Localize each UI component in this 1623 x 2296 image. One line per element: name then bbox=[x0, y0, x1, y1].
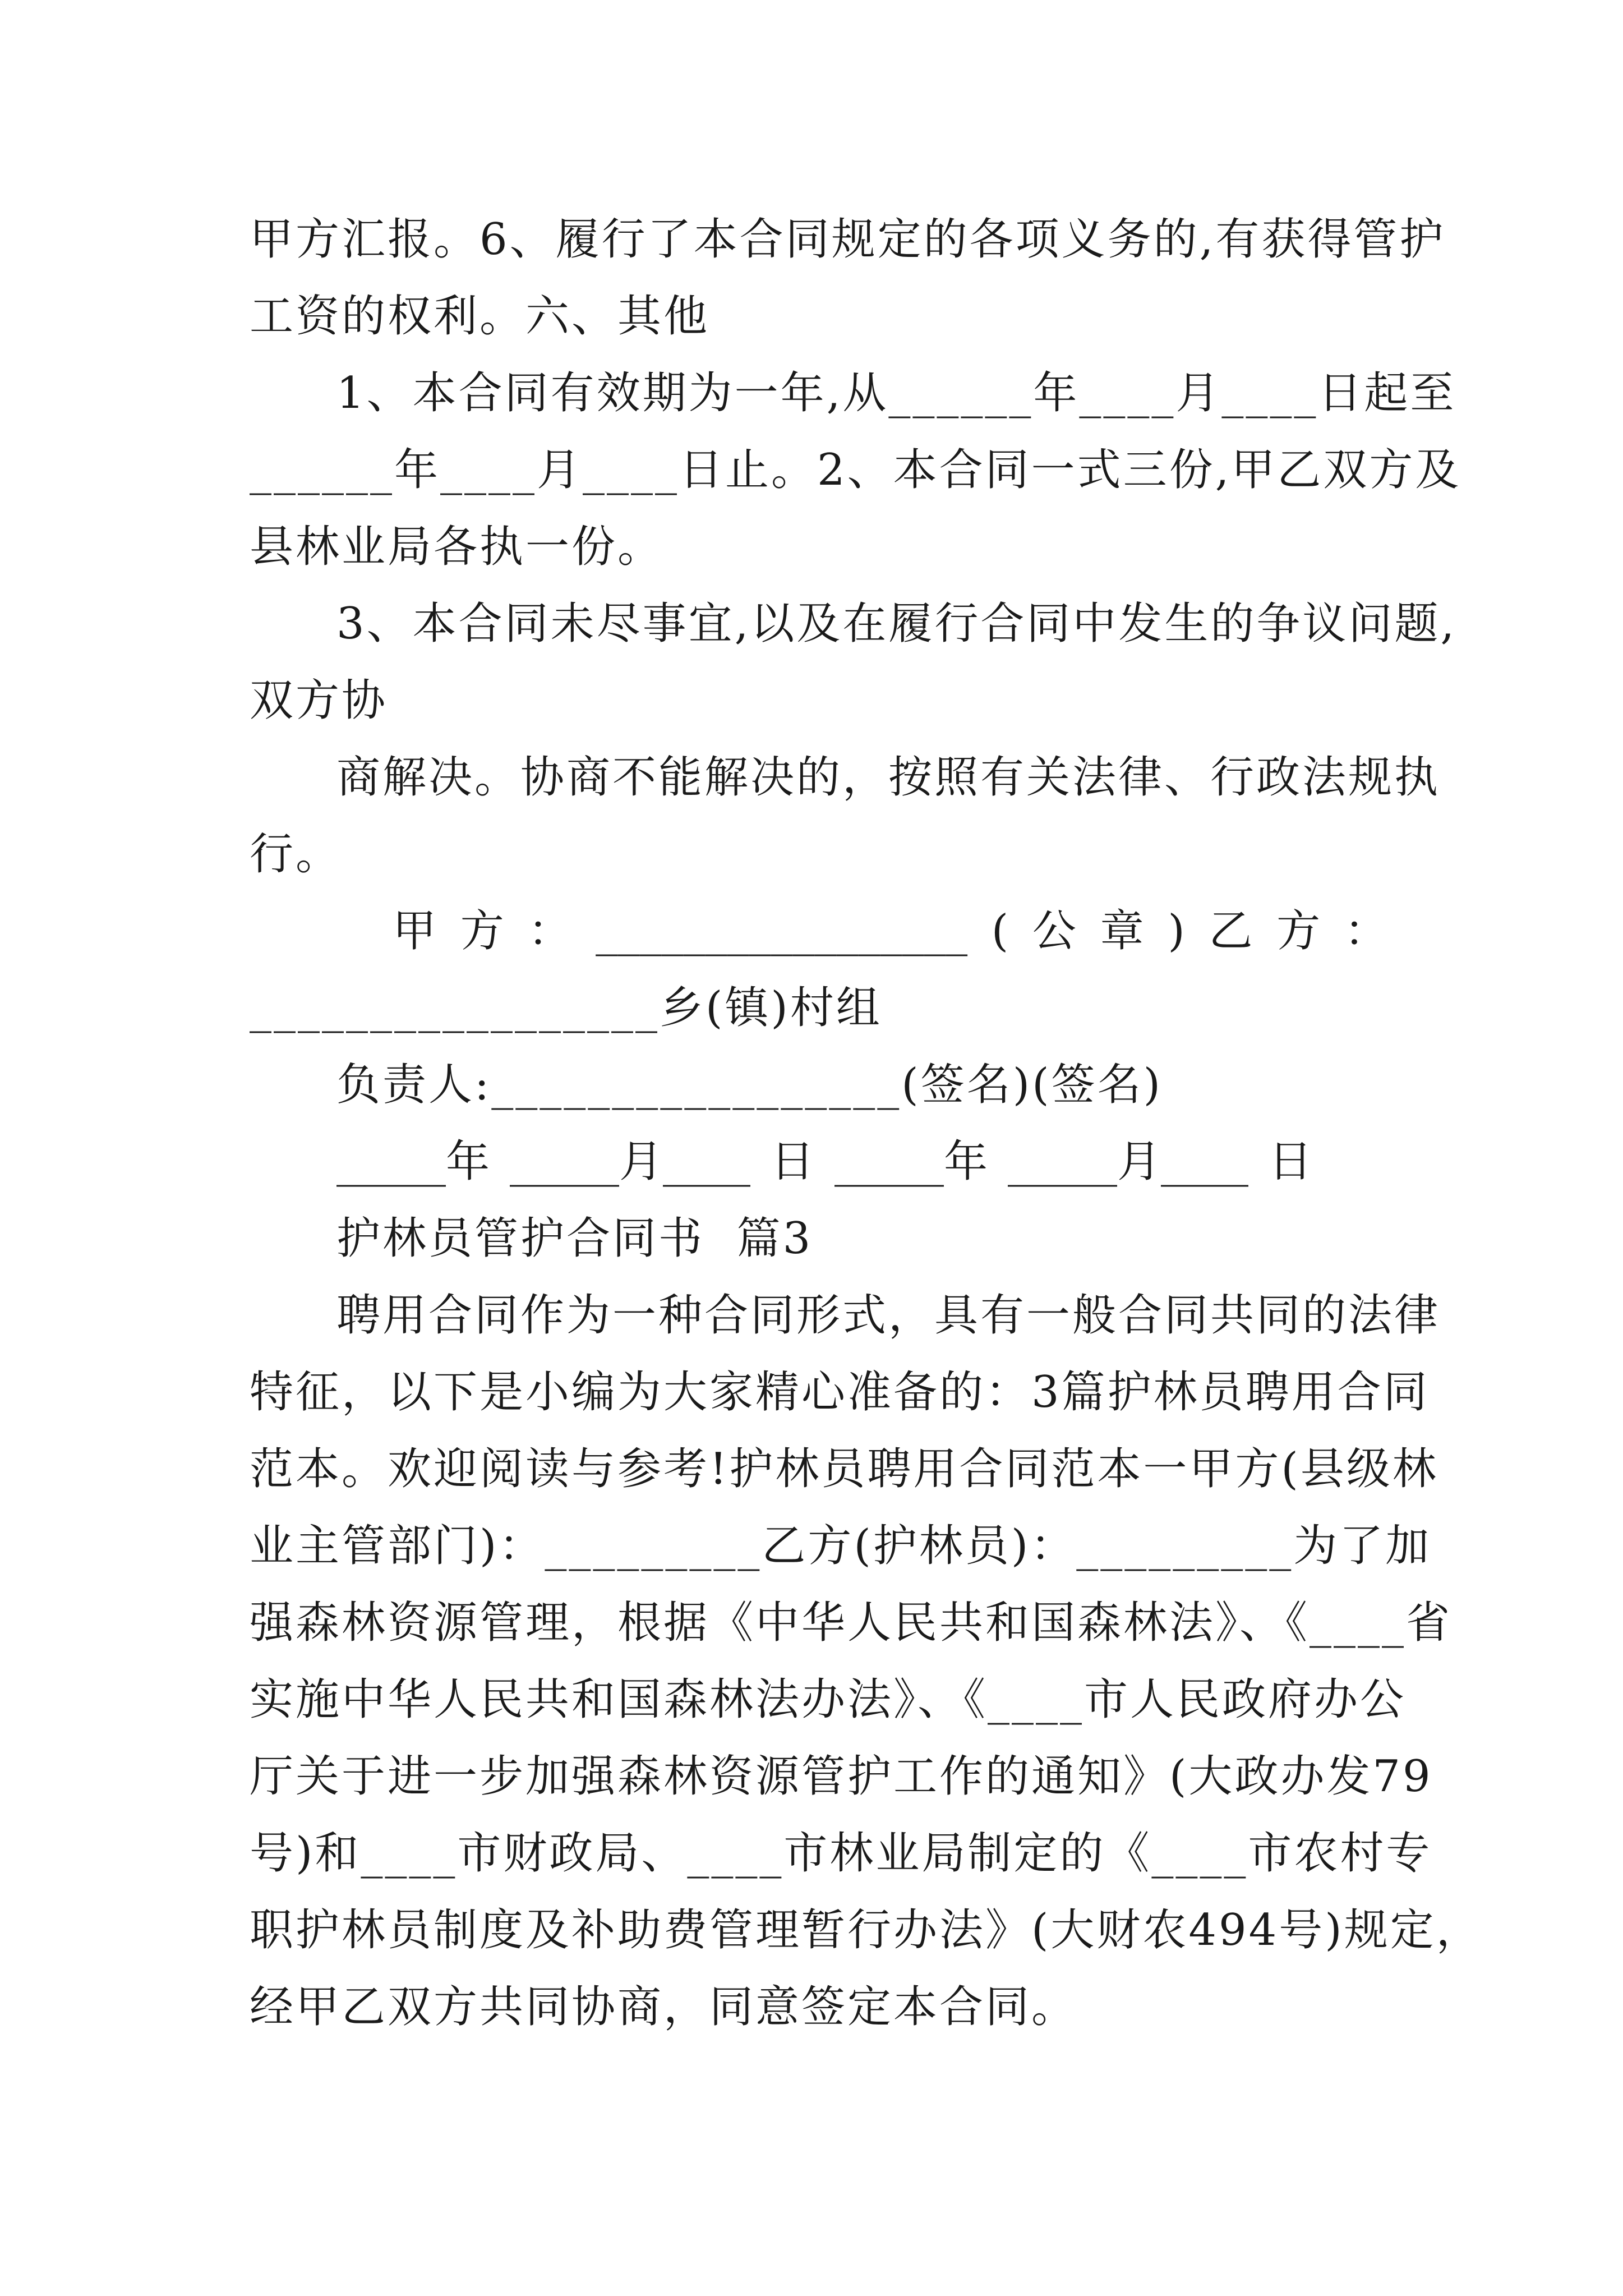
text-line-21: 职护林员制度及补助费管理暂行办法》(大财农494号)规定， bbox=[250, 1905, 1482, 1955]
township-line bbox=[250, 983, 1388, 1033]
date-year-b: _____年 bbox=[834, 1137, 988, 1187]
text-line-15: 范本。欢迎阅读与参考!护林员聘用合同范本一甲方(县级林 bbox=[250, 1444, 1438, 1494]
text-line-7: 双方协 bbox=[250, 675, 388, 726]
township-label: 乡(镇)村组 bbox=[660, 983, 882, 1033]
sig-char: ： bbox=[1344, 906, 1388, 956]
text-line-18: 实施中华人民共和国森林法办法》、《____市人民政府办公 bbox=[250, 1674, 1407, 1725]
text-line-19: 厅关于进一步加强森林资源管护工作的通知》(大政办发79 bbox=[250, 1751, 1433, 1802]
text-line-5: 县林业局各执一份。 bbox=[250, 522, 664, 572]
sig-char: 方 bbox=[460, 906, 504, 956]
date-month-a: _____月____ bbox=[509, 1137, 750, 1187]
text-line-8: 商解决。协商不能解决的，按照有关法律、行政法规执 bbox=[336, 752, 1441, 803]
text-line-20: 号)和____市财政局、____市林业局制定的《____市农村专 bbox=[250, 1828, 1432, 1879]
text-line-4: ______年____月____日止。2、本合同一式三份,甲乙双方及 bbox=[250, 445, 1461, 495]
text-line-16: 业主管部门)：_________乙方(护林员)：_________为了加 bbox=[250, 1521, 1432, 1571]
sig-char: ： bbox=[528, 906, 572, 956]
sig-blank: _________________ bbox=[596, 906, 968, 956]
sig-char: 公 bbox=[1032, 906, 1076, 956]
sig-char: 乙 bbox=[1209, 906, 1253, 956]
responsible-person-line: 负责人:_________________(签名)(签名) bbox=[336, 1060, 1163, 1110]
date-row bbox=[336, 1137, 1312, 1187]
blank-line: _________________ bbox=[250, 983, 660, 1033]
date-day-b: 日 bbox=[1268, 1137, 1312, 1187]
date-day-a: 日 bbox=[770, 1137, 814, 1187]
sig-char: ( bbox=[991, 906, 1009, 956]
section-heading: 护林员管护合同书 篇3 bbox=[336, 1213, 813, 1264]
date-month-b: _____月____ bbox=[1007, 1137, 1248, 1187]
sig-char: 章 bbox=[1100, 906, 1144, 956]
date-year-a: _____年 bbox=[336, 1137, 490, 1187]
text-line-6: 3、本合同未尽事宜,以及在履行合同中发生的争议问题, bbox=[336, 599, 1457, 649]
text-line-9: 行。 bbox=[250, 829, 342, 880]
text-line-13: 聘用合同作为一种合同形式，具有一般合同共同的法律 bbox=[336, 1290, 1441, 1341]
text-line-14: 特征，以下是小编为大家精心准备的：3篇护林员聘用合同 bbox=[250, 1367, 1430, 1418]
sig-char: 甲 bbox=[393, 906, 437, 956]
text-line-2: 工资的权利。六、其他 bbox=[250, 291, 710, 342]
text-line-22: 经甲乙双方共同协商，同意签定本合同。 bbox=[250, 1982, 1078, 2032]
text-line-17: 强森林资源管理，根据《中华人民共和国森林法》、《____省 bbox=[250, 1598, 1453, 1648]
text-line-3: 1、本合同有效期为一年,从______年____月____日起至 bbox=[336, 368, 1456, 418]
sig-char: ) bbox=[1168, 906, 1185, 956]
signature-line-party-a-b bbox=[393, 906, 1388, 956]
text-line-1: 甲方汇报。6、履行了本合同规定的各项义务的,有获得管护 bbox=[250, 214, 1446, 265]
sig-char: 方 bbox=[1276, 906, 1321, 956]
